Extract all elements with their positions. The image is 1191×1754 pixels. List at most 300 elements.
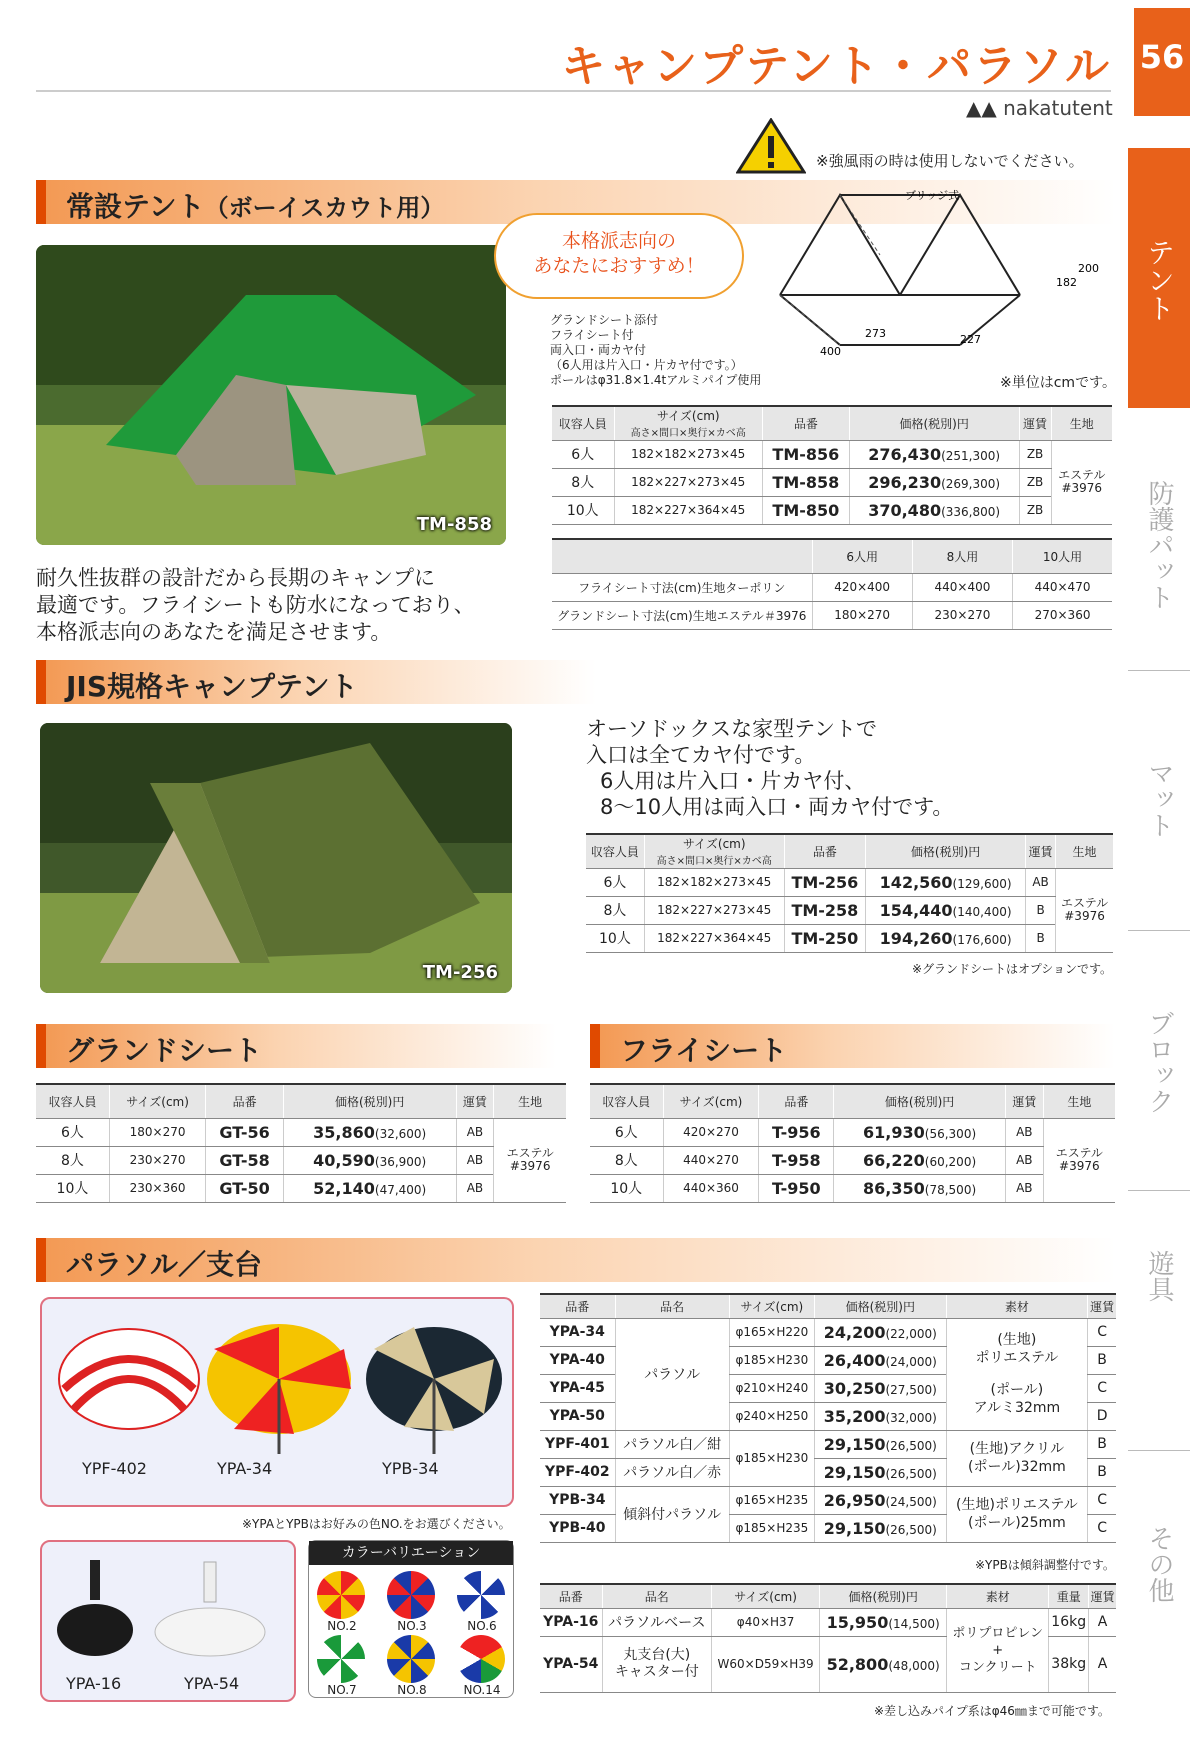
col-header: 生地 (1043, 1084, 1115, 1118)
parasol-panel (40, 1297, 514, 1507)
header-line: 高さ×間口×奥行×カベ高 (630, 428, 746, 440)
table-row (552, 496, 1112, 524)
table-row (590, 1118, 1115, 1146)
material: コンクリート (958, 1659, 1037, 1675)
price-sub: (47,400) (374, 1182, 427, 1197)
cell: 182×227×364×45 (644, 924, 784, 952)
cell: 8人 (36, 1146, 109, 1174)
cell: φ185×H230 (729, 1346, 814, 1374)
col-header: 品番 (540, 1294, 615, 1318)
price-sub: (140,400) (952, 904, 1012, 919)
cell: 6人 (586, 868, 644, 896)
cell: φ165×H220 (729, 1318, 814, 1346)
cell: 182×182×273×45 (644, 868, 784, 896)
fabric: エステル (1058, 468, 1106, 482)
col-header: 収容人員 (590, 1084, 663, 1118)
photo-model-label: TM-858 (416, 514, 492, 535)
cell: 230×270 (109, 1146, 205, 1174)
photo-model-label: TM-256 (422, 962, 498, 983)
col-header: サイズ(cm) (729, 1294, 814, 1318)
col-header: サイズ(cm) (712, 1584, 820, 1608)
cell: 230×270 (912, 601, 1012, 629)
color-variation-box (308, 1540, 514, 1698)
material: (ポール)32mm (968, 1459, 1066, 1475)
price: 61,930 (863, 1122, 925, 1142)
mountain-icon: ▲▲ (966, 96, 997, 120)
price: 35,200 (823, 1406, 886, 1426)
price-sub: (269,300) (941, 476, 1001, 491)
base-label: YPA-54 (184, 1674, 240, 1693)
color-option-label: NO.7 (327, 1683, 357, 1697)
side-tab-label: テント (1143, 238, 1176, 322)
price-sub: (26,500) (885, 1438, 937, 1453)
header-line: サイズ(cm) (682, 837, 746, 852)
price: 29,150 (823, 1518, 886, 1538)
jis-tent-description (586, 716, 953, 820)
col-header: 価格(税別)円 (283, 1084, 456, 1118)
material: (生地) (997, 1332, 1037, 1348)
cell: B (1088, 1346, 1116, 1374)
tent-frame-diagram (760, 185, 1120, 365)
cell: TM-858 (762, 468, 849, 496)
diagram-label: ブリッジ式 (905, 189, 960, 202)
section-header-parasol (36, 1238, 1116, 1282)
price-sub: (129,600) (952, 876, 1012, 891)
color-option-label: NO.8 (397, 1683, 427, 1697)
price-sub: (176,600) (952, 932, 1012, 947)
cell: A (1089, 1608, 1116, 1636)
spec-line: 両入口・両カヤ付 (550, 343, 647, 357)
col-header-size (644, 834, 784, 868)
price: 142,560 (879, 872, 953, 892)
cell: 10人 (590, 1174, 663, 1202)
cell: キャスター付 (614, 1664, 699, 1680)
col-header (552, 539, 812, 573)
cell: φ210×H240 (729, 1374, 814, 1402)
cell: 傾斜付パラソル (615, 1486, 729, 1542)
col-header: 品番 (759, 1084, 834, 1118)
price: 296,230 (868, 472, 942, 492)
cell: 182×227×364×45 (614, 496, 762, 524)
price: 40,590 (313, 1150, 375, 1170)
side-divider (1128, 1190, 1190, 1191)
price: 370,480 (868, 500, 942, 520)
col-header: サイズ(cm) (663, 1084, 759, 1118)
section-title: 常設テント (66, 190, 205, 223)
cell: AB (1026, 868, 1056, 896)
color-option[interactable] (457, 1635, 507, 1697)
side-tab-label: 防護パット (1144, 480, 1174, 610)
col-header: 品名 (602, 1584, 711, 1608)
cell: 182×227×273×45 (614, 468, 762, 496)
price: 30,250 (823, 1378, 886, 1398)
price: 52,800 (826, 1654, 889, 1674)
cell: T-950 (759, 1174, 834, 1202)
header-line: サイズ(cm) (656, 409, 720, 424)
cell: AB (456, 1146, 494, 1174)
cell: 8人 (586, 896, 644, 924)
price: 29,150 (823, 1462, 886, 1482)
fabric: #3976 (1059, 1159, 1100, 1173)
cell: φ40×H37 (712, 1608, 820, 1636)
cell: AB (1006, 1146, 1044, 1174)
price: 194,260 (879, 928, 953, 948)
material: (ポール) (990, 1382, 1044, 1398)
color-swatch (457, 1571, 505, 1619)
color-option[interactable] (317, 1635, 367, 1697)
col-header: 6人用 (812, 539, 912, 573)
price-sub: (78,500) (924, 1182, 977, 1197)
cell: ZB (1019, 440, 1051, 468)
table-row (590, 1146, 1115, 1174)
col-header: 生地 (1051, 406, 1112, 440)
cell: W60×D59×H39 (712, 1636, 820, 1692)
price: 276,430 (868, 444, 942, 464)
base-panel (40, 1540, 296, 1702)
price-sub: (48,000) (888, 1658, 940, 1673)
cell: 182×227×273×45 (644, 896, 784, 924)
dimension-label: 182 (1056, 276, 1077, 289)
cell: C (1088, 1514, 1116, 1542)
col-header: 運賃 (1006, 1084, 1044, 1118)
cell: YPA-16 (540, 1608, 602, 1636)
price-sub: (24,000) (885, 1354, 937, 1369)
table-row (540, 1318, 1116, 1346)
sheet-size-table (552, 538, 1112, 630)
parasol-label: YPA-34 (217, 1459, 273, 1478)
col-header: サイズ(cm) (109, 1084, 205, 1118)
cell: AB (456, 1118, 494, 1146)
cell: パラソル (615, 1318, 729, 1430)
cell: 6人 (552, 440, 614, 468)
price-sub: (27,500) (885, 1382, 937, 1397)
color-option[interactable] (317, 1571, 367, 1633)
cell: B (1026, 924, 1056, 952)
price-sub: (22,000) (885, 1326, 937, 1341)
side-tab-play[interactable] (1128, 1250, 1190, 1309)
price: 86,350 (863, 1178, 925, 1198)
col-header: 価格(税別)円 (820, 1584, 947, 1608)
cell: B (1088, 1430, 1116, 1458)
col-header: 運賃 (1088, 1294, 1116, 1318)
col-header: 収容人員 (552, 406, 614, 440)
price: 29,150 (823, 1434, 886, 1454)
color-select-note: ※YPAとYPBはお好みの色NO.をお選びください。 (242, 1517, 511, 1531)
price-sub: (26,500) (885, 1522, 937, 1537)
pipe-note: ※差し込みパイプ系はφ46㎜まで可能です。 (874, 1704, 1110, 1718)
fabric: エステル (1055, 1146, 1103, 1160)
cell: TM-250 (784, 924, 866, 952)
cell: YPB-40 (540, 1514, 615, 1542)
cell: TM-856 (762, 440, 849, 468)
cell: YPF-401 (540, 1430, 615, 1458)
incline-note: ※YPBは傾斜調整付です。 (975, 1558, 1115, 1572)
cell: T-958 (759, 1146, 834, 1174)
cell: GT-50 (206, 1174, 284, 1202)
table-row (552, 601, 1112, 629)
tent-illustration (40, 723, 512, 993)
price: 52,140 (313, 1178, 375, 1198)
col-header: 運賃 (1019, 406, 1051, 440)
fabric: #3976 (509, 1159, 551, 1173)
brand-logo (966, 96, 1113, 120)
cell: 230×360 (109, 1174, 205, 1202)
price: 154,440 (879, 900, 953, 920)
cell: T-956 (759, 1118, 834, 1146)
cell: 420×400 (812, 573, 912, 601)
cell: 8人 (590, 1146, 663, 1174)
col-header: 価格(税別)円 (849, 406, 1019, 440)
cell: B (1026, 896, 1056, 924)
side-divider (1128, 1450, 1190, 1451)
col-header: 収容人員 (586, 834, 644, 868)
cell: 38kg (1049, 1636, 1089, 1692)
cell: C (1088, 1318, 1116, 1346)
cell: AB (1006, 1174, 1044, 1202)
side-divider (1128, 930, 1190, 931)
parasol-table (540, 1293, 1116, 1543)
desc-line: 6人用は片入口・片カヤ付、 (600, 769, 866, 793)
col-header: 品番 (540, 1584, 602, 1608)
material: (生地)ポリエステル (956, 1497, 1078, 1513)
price: 15,950 (826, 1612, 889, 1632)
side-tab-label: 遊具 (1144, 1250, 1174, 1302)
cell: TM-850 (762, 496, 849, 524)
cell: φ185×H230 (729, 1430, 814, 1486)
cell: YPA-40 (540, 1346, 615, 1374)
cell: 16kg (1049, 1608, 1089, 1636)
section-title: フライシート (620, 1034, 788, 1067)
side-tab-block[interactable] (1128, 1010, 1190, 1121)
cell: D (1088, 1402, 1116, 1430)
price-sub: (24,500) (885, 1494, 937, 1509)
cell: B (1088, 1458, 1116, 1486)
cell: GT-58 (206, 1146, 284, 1174)
jis-tent-table (586, 833, 1113, 953)
base-images (52, 1550, 282, 1670)
tent-photo-tm858 (36, 245, 506, 545)
desc-line: 入口は全てカヤ付です。 (586, 743, 816, 767)
section-title: グランドシート (66, 1034, 263, 1067)
dimension-label: 200 (1078, 262, 1099, 275)
color-swatch (387, 1571, 435, 1619)
spec-line: グランドシート添付 (550, 313, 659, 327)
price-sub: (60,200) (924, 1154, 977, 1169)
price-sub: (336,800) (941, 504, 1001, 519)
cell: パラソルベース (602, 1608, 711, 1636)
col-header: 品番 (206, 1084, 284, 1118)
cell: φ165×H235 (729, 1486, 814, 1514)
section-title: パラソル／支台 (66, 1248, 263, 1281)
col-header: 収容人員 (36, 1084, 109, 1118)
price-sub: (26,500) (885, 1466, 937, 1481)
desc-line: 本格派志向のあなたを満足させます。 (36, 620, 392, 644)
col-header: 素材 (946, 1294, 1088, 1318)
cell: 440×360 (663, 1174, 759, 1202)
cell: 270×360 (1013, 601, 1112, 629)
material: アルミ32mm (973, 1400, 1061, 1416)
table-row (590, 1174, 1115, 1202)
bubble-line: あなたにおすすめ！ (533, 255, 705, 277)
material: ポリプロピレン (952, 1625, 1044, 1641)
parasol-label: YPF-402 (82, 1459, 147, 1478)
col-header-size (614, 406, 762, 440)
color-option[interactable] (387, 1571, 437, 1633)
color-option-label: NO.2 (327, 1619, 357, 1633)
cell: 180×270 (109, 1118, 205, 1146)
cell: 10人 (36, 1174, 109, 1202)
dimension-label: 227 (960, 333, 981, 346)
price: 35,860 (313, 1122, 375, 1142)
cell: ZB (1019, 496, 1051, 524)
cell: ZB (1019, 468, 1051, 496)
cell: C (1088, 1486, 1116, 1514)
cell: C (1088, 1374, 1116, 1402)
permanent-tent-description (36, 565, 475, 646)
cell: 丸支台(大) (623, 1647, 691, 1663)
warning-icon (736, 118, 806, 174)
price: 26,400 (823, 1350, 886, 1370)
cell: 440×470 (1013, 573, 1112, 601)
table-row (540, 1608, 1116, 1636)
side-tab-mat[interactable] (1128, 760, 1190, 845)
table-row (552, 468, 1112, 496)
ground-sheet-option-note: ※グランドシートはオプションです。 (912, 962, 1113, 976)
color-swatch (317, 1635, 365, 1683)
section-header-ground-sheet (36, 1024, 556, 1068)
color-option-label: NO.14 (463, 1683, 501, 1697)
cell: AB (456, 1174, 494, 1202)
cell: TM-258 (784, 896, 866, 924)
color-swatch (387, 1635, 435, 1683)
desc-line: オーソドックスな家型テントで (586, 717, 878, 741)
cell: 440×270 (663, 1146, 759, 1174)
desc-line: 最適です。フライシートも防水になっており、 (36, 593, 475, 617)
side-tab-label: ブロック (1144, 1010, 1174, 1114)
price-sub: (32,000) (885, 1410, 937, 1425)
base-table (540, 1583, 1116, 1693)
color-option[interactable] (457, 1571, 507, 1633)
col-header: 運賃 (456, 1084, 494, 1118)
col-header: 生地 (494, 1084, 566, 1118)
table-row (36, 1146, 566, 1174)
table-row (36, 1174, 566, 1202)
col-header: 品名 (615, 1294, 729, 1318)
side-tab-tent[interactable] (1128, 148, 1190, 408)
cell: YPA-50 (540, 1402, 615, 1430)
cell: 6人 (590, 1118, 663, 1146)
table-row (586, 868, 1113, 896)
dimension-label: 273 (865, 327, 886, 340)
cell: φ240×H250 (729, 1402, 814, 1430)
material: (ポール)25mm (968, 1515, 1066, 1531)
table-row (552, 573, 1112, 601)
col-header: 重量 (1049, 1584, 1089, 1608)
spec-line: ポールはφ31.8×1.4tアルミパイプ使用 (550, 373, 762, 387)
col-header: 品番 (784, 834, 866, 868)
brand-name: nakatutent (1003, 96, 1113, 120)
base-label: YPA-16 (66, 1674, 122, 1693)
cell: YPA-34 (540, 1318, 615, 1346)
cell: 6人 (36, 1118, 109, 1146)
price: 66,220 (863, 1150, 925, 1170)
cell: 420×270 (663, 1118, 759, 1146)
table-row (552, 440, 1112, 468)
table-row (36, 1118, 566, 1146)
fly-sheet-table (590, 1083, 1115, 1203)
color-variation-title: カラーバリエーション (309, 1541, 513, 1565)
parasol-label: YPB-34 (382, 1459, 439, 1478)
cell: 180×270 (812, 601, 912, 629)
color-option-label: NO.3 (397, 1619, 427, 1633)
section-title: JIS規格キャンプテント (66, 670, 358, 703)
price-sub: (32,600) (374, 1126, 427, 1141)
cell: フライシート寸法(cm)生地ターポリン (552, 573, 812, 601)
cell: パラソル白／赤 (615, 1458, 729, 1486)
tent-photo-tm256 (40, 723, 512, 993)
cell: 8人 (552, 468, 614, 496)
fabric: エステル (1060, 896, 1109, 910)
section-header-jis-tent (36, 660, 596, 704)
col-header: 10人用 (1013, 539, 1112, 573)
color-option[interactable] (387, 1635, 437, 1697)
col-header: 生地 (1056, 834, 1113, 868)
dimension-label: 400 (820, 345, 841, 358)
material: ポリエステル (975, 1350, 1059, 1366)
table-row (586, 896, 1113, 924)
cell: YPA-45 (540, 1374, 615, 1402)
bubble-line: 本格派志向の (561, 230, 676, 252)
page-number: 56 (1134, 8, 1190, 116)
color-swatch (317, 1571, 365, 1619)
spec-line: フライシート付 (550, 328, 634, 342)
col-header: 価格(税別)円 (866, 834, 1026, 868)
cell: 182×182×273×45 (614, 440, 762, 468)
table-row (540, 1486, 1116, 1514)
side-tab-guard[interactable] (1128, 480, 1190, 617)
permanent-tent-table (552, 405, 1112, 525)
col-header: 価格(税別)円 (814, 1294, 946, 1318)
price-sub: (36,900) (374, 1154, 427, 1169)
table-row (540, 1430, 1116, 1458)
table-row (586, 924, 1113, 952)
material: (生地)アクリル (969, 1441, 1065, 1457)
side-divider (1128, 670, 1190, 671)
price: 24,200 (823, 1322, 886, 1342)
cell: グランドシート寸法(cm)生地エステル＃3976 (552, 601, 812, 629)
col-header: 8人用 (912, 539, 1012, 573)
tent-illustration (36, 245, 506, 545)
price-sub: (56,300) (924, 1126, 977, 1141)
cell: 10人 (586, 924, 644, 952)
warning-text: ※強風雨の時は使用しないでください。 (816, 152, 1084, 170)
desc-line: 8〜10人用は両入口・両カヤ付です。 (600, 795, 954, 819)
cell: AB (1006, 1118, 1044, 1146)
ground-sheet-table (36, 1083, 566, 1203)
fabric: エステル (506, 1146, 554, 1160)
page-title: キャンプテント・パラソル (561, 41, 1111, 92)
fabric: #3976 (1061, 481, 1103, 495)
header-line: 高さ×間口×奥行×カベ高 (656, 856, 772, 868)
tent-spec-list (550, 313, 761, 388)
color-swatch (457, 1635, 505, 1683)
side-tab-other[interactable] (1128, 1525, 1190, 1610)
section-header-fly-sheet (590, 1024, 1115, 1068)
col-header: 運賃 (1089, 1584, 1116, 1608)
cell: YPA-54 (540, 1636, 602, 1692)
cell: TM-256 (784, 868, 866, 896)
desc-line: 耐久性抜群の設計だから長期のキャンプに (36, 566, 435, 590)
